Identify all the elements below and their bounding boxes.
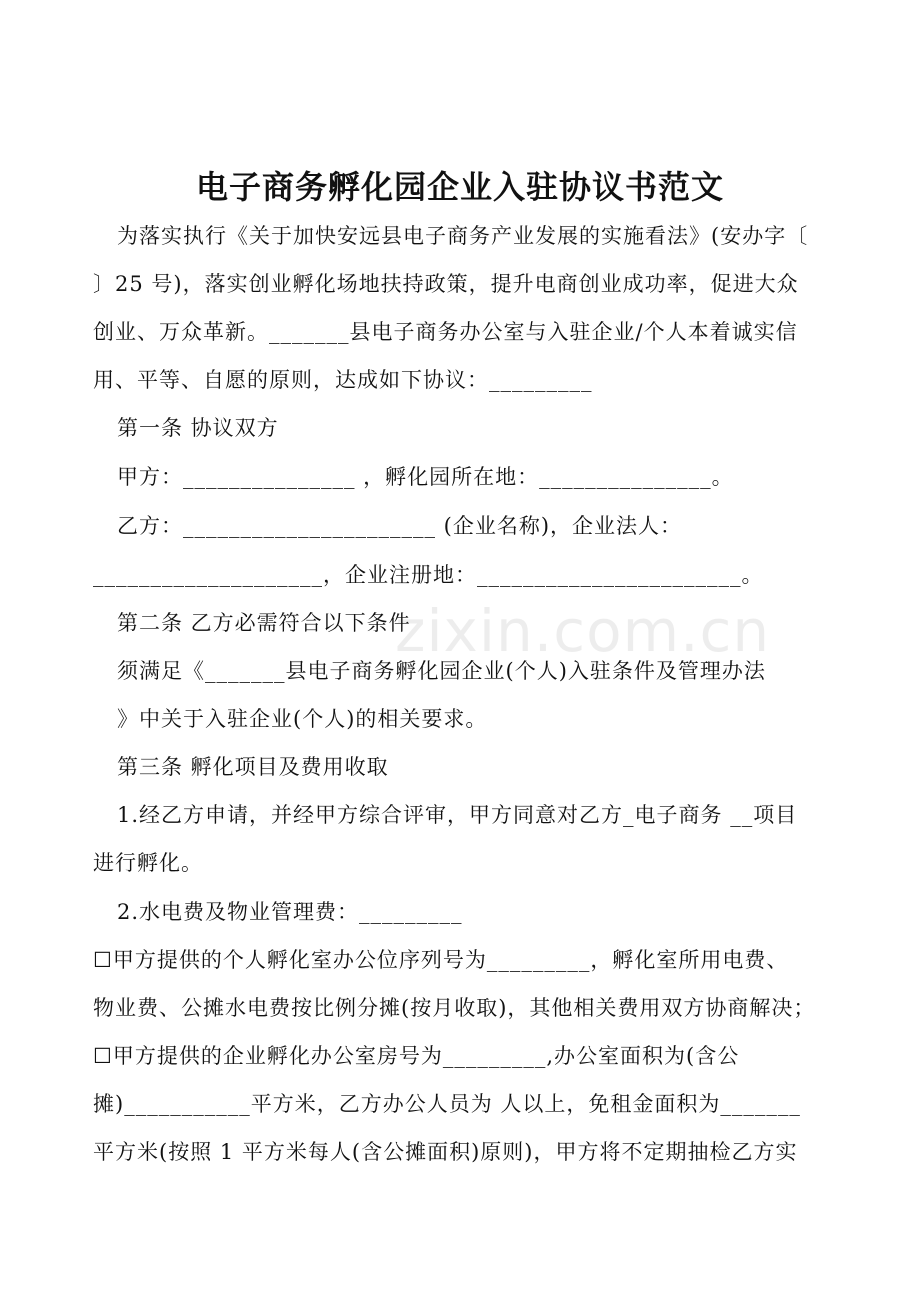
party-b-registration-line: ____________________，企业注册地：_______________________。 — [93, 563, 764, 587]
article-2-line-1: 须满足《_______县电子商务孵化园企业(个人)入驻条件及管理办法 — [117, 659, 766, 683]
checkbox-option-1-line-1: ☐甲方提供的个人孵化室办公位序列号为_________，孵化室所用电费、 — [93, 948, 789, 972]
paragraph-line-4: 用、平等、自愿的原则，达成如下协议：_________ — [93, 368, 593, 392]
paragraph-line-3: 创业、万众革新。_______县电子商务办公室与入驻企业/个人本着诚实信 — [93, 320, 798, 344]
paragraph-line-1: 为落实执行《关于加快安远县电子商务产业发展的实施看法》(安办字〔 — [117, 224, 809, 248]
article-2-line-2: 》中关于入驻企业(个人)的相关要求。 — [117, 707, 488, 731]
party-b-line: 乙方：______________________ (企业名称)，企业法人： — [117, 514, 683, 538]
party-a-line: 甲方：_______________ ，孵化园所在地：_______________。 — [117, 465, 734, 489]
checkbox-option-2-line-3: 平方米(按照 1 平方米每人(含公摊面积)原则)，甲方将不定期抽检乙方实 — [93, 1140, 798, 1164]
article-1-heading: 第一条 协议双方 — [117, 416, 279, 440]
article-3-item-1-line-1: 1.经乙方申请，并经甲方综合评审，甲方同意对乙方_电子商务 __项目 — [117, 803, 798, 827]
checkbox-option-2-line-1: ☐甲方提供的企业孵化办公室房号为_________,办公室面积为(含公 — [93, 1044, 740, 1068]
paragraph-line-2: 〕25 号)，落实创业孵化场地扶持政策，提升电商创业成功率，促进大众 — [93, 272, 799, 296]
document-title: 电子商务孵化园企业入驻协议书范文 — [195, 168, 724, 206]
article-2-heading: 第二条 乙方必需符合以下条件 — [117, 611, 411, 635]
checkbox-option-2-line-2: 摊)___________平方米，乙方办公人员为 人以上，免租金面积为_______ — [93, 1092, 801, 1116]
article-3-item-2-heading: 2.水电费及物业管理费：_________ — [117, 900, 463, 924]
watermark-text: zixin.com.cn — [395, 597, 771, 665]
article-3-heading: 第三条 孵化项目及费用收取 — [117, 755, 389, 779]
checkbox-option-1-line-2: 物业费、公摊水电费按比例分摊(按月收取)，其他相关费用双方协商解决； — [93, 996, 816, 1020]
article-3-item-1-line-2: 进行孵化。 — [93, 851, 203, 875]
